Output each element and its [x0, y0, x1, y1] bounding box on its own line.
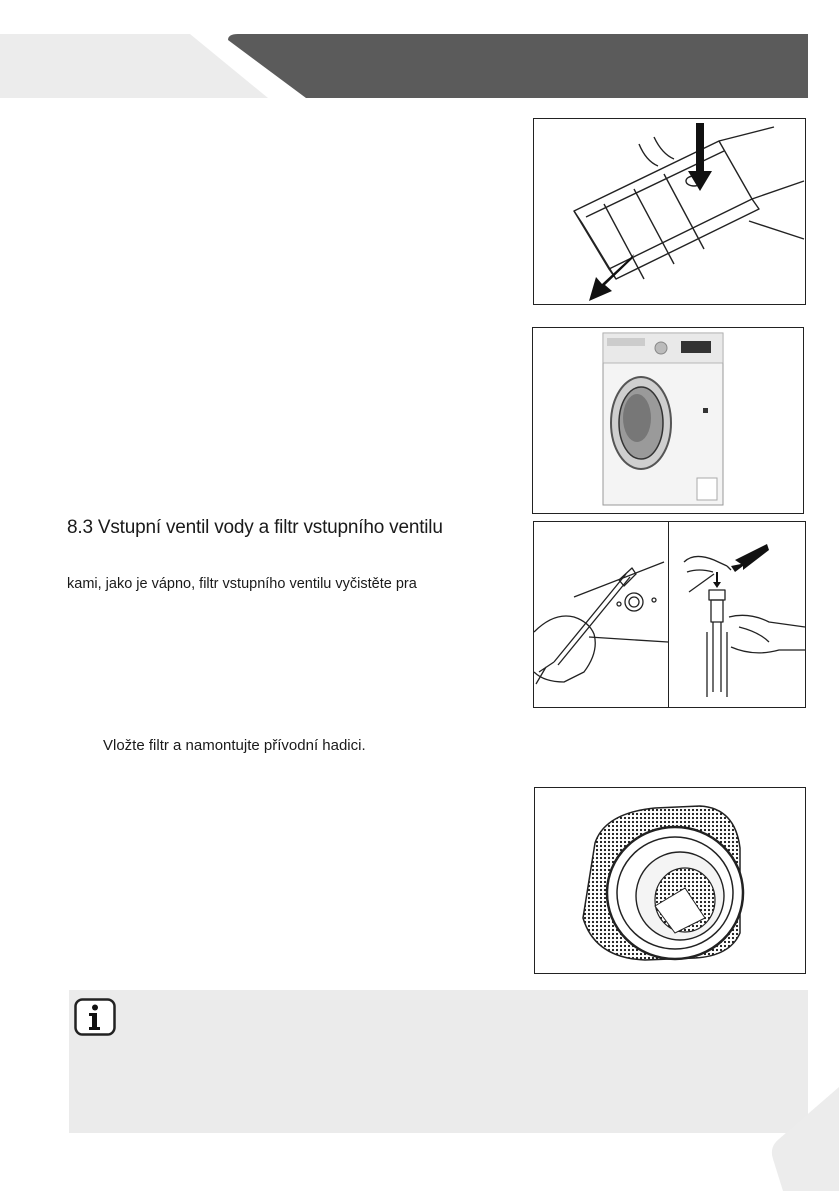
- washing-machine-illustration: [533, 328, 803, 513]
- figure-filter-brush: [533, 521, 669, 708]
- figure-detergent-drawer: [533, 118, 806, 305]
- figure-filter-inlet: [668, 521, 806, 708]
- page-corner-tab: [767, 1087, 839, 1191]
- filter-inlet-illustration: [669, 522, 805, 707]
- section-body-text: kami, jako je vápno, filtr vstupního ventilu vyčistěte pra: [67, 576, 417, 592]
- figure-washing-machine: [532, 327, 804, 514]
- step-text: Vložte filtr a namontujte přívodní hadici.: [103, 737, 366, 754]
- section-heading: 8.3 Vstupní ventil vody a filtr vstupního ventilu: [67, 517, 443, 538]
- header-tab-dark: [228, 34, 808, 98]
- info-icon: [74, 998, 116, 1036]
- filter-brush-illustration: [534, 522, 668, 707]
- drum-illustration: [535, 788, 805, 973]
- detergent-drawer-illustration: [534, 119, 805, 304]
- figure-drum: [534, 787, 806, 974]
- info-note-box: [69, 990, 808, 1133]
